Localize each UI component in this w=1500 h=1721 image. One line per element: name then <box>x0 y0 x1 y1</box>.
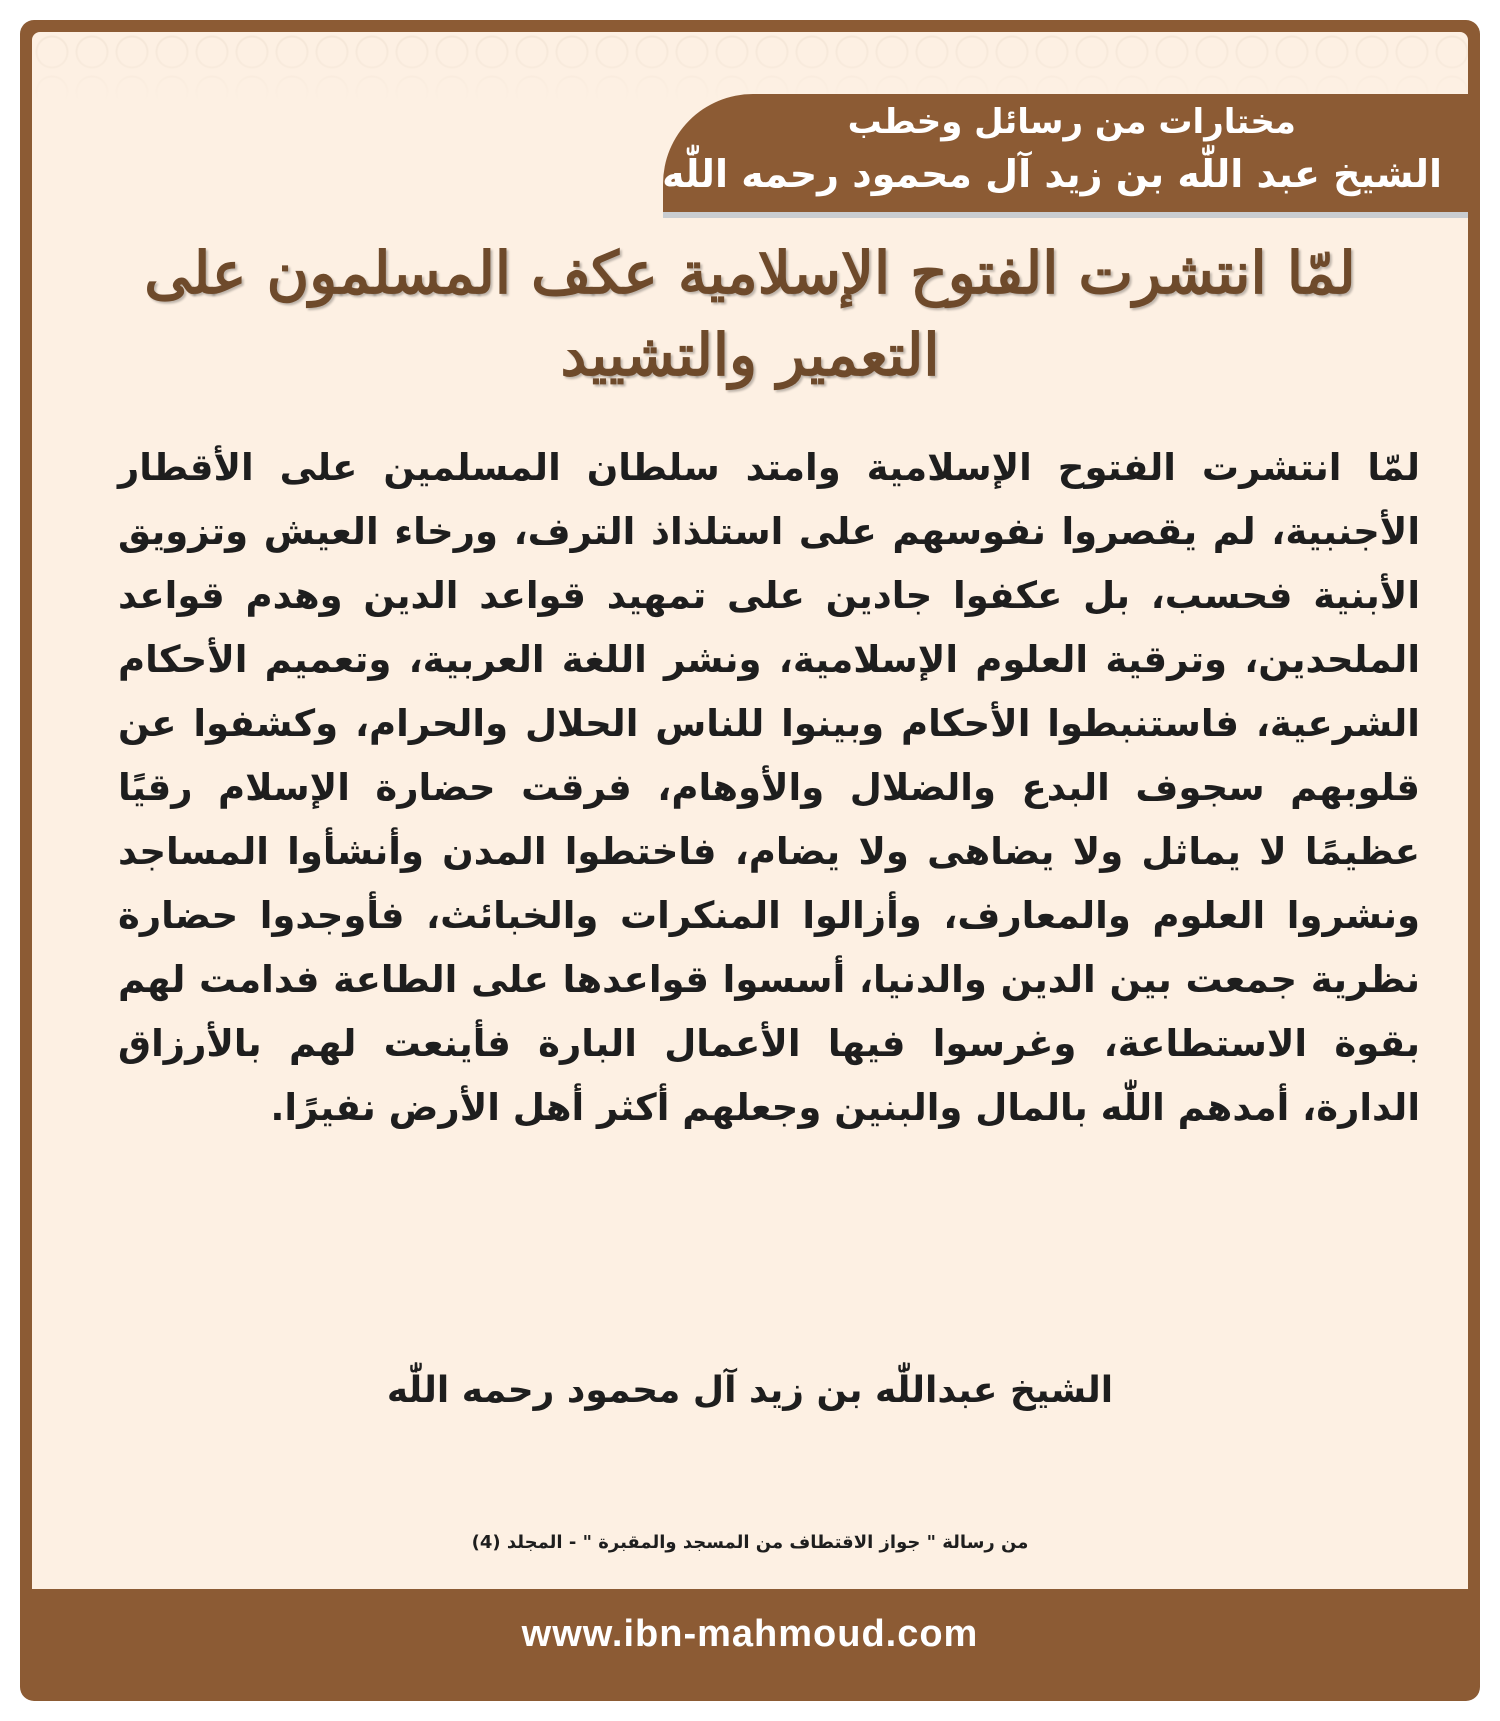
article-body: لمّا انتشرت الفتوح الإسلامية وامتد سلطان المسلمين على الأقطار الأجنبية، لم يقصروا نفوسهم على استلذاذ الترف، ورخاء العيش وتزويق الأبنية فحسب، بل عكفوا جادين على تمهيد قواعد الدين وهدم قواعد الملحدين، وترقية العلوم الإسلامية، ونشر اللغة العربية، وتعميم الأحكام الشرعية، فاستنبطوا الأحكام وبينوا للناس الحلال والحرام، وكشفوا عن قلوبهم سجوف البدع والضلال والأوهام، فرقت حضارة الإسلام رقيًا عظيمًا لا يماثل ولا يضاهى ولا يضام، فاختطوا المدن وأنشأوا المساجد ونشروا العلوم والمعارف، وأزالوا المنكرات والخبائث، فأوجدوا حضارة نظرية جمعت بين الدين والدنيا، أسسوا قواعدها على الطاعة فدامت لهم بقوة الاستطاعة، وغرسوا فيها الأعمال البارة فأينعت لهم بالأرزاق الدارة، أمدهم اللّٰه بالمال والبنين وجعلهم أكثر أهل الأرض نفيرًا. <box>118 446 1420 1129</box>
pattern-fade <box>32 32 1468 102</box>
series-title: مختارات من رسائل وخطب <box>847 102 1296 142</box>
source-citation: من رسالة " جواز الاقتطاف من المسجد والمقبرة " - المجلد (4) <box>471 1532 1029 1553</box>
content-panel <box>32 32 1468 1589</box>
article-title: لمّا انتشرت الفتوح الإسلامية عكف المسلمون على التعمير والتشييد <box>144 239 1356 389</box>
article-card <box>20 20 1480 1701</box>
author-signature: الشيخ عبداللّٰه بن زيد آل محمود رحمه اللّٰه <box>386 1370 1114 1411</box>
website-link[interactable]: www.ibn-mahmoud.com <box>521 1613 979 1655</box>
author-banner: الشيخ عبد اللّٰه بن زيد آل محمود رحمه اللّٰه <box>662 152 1442 196</box>
